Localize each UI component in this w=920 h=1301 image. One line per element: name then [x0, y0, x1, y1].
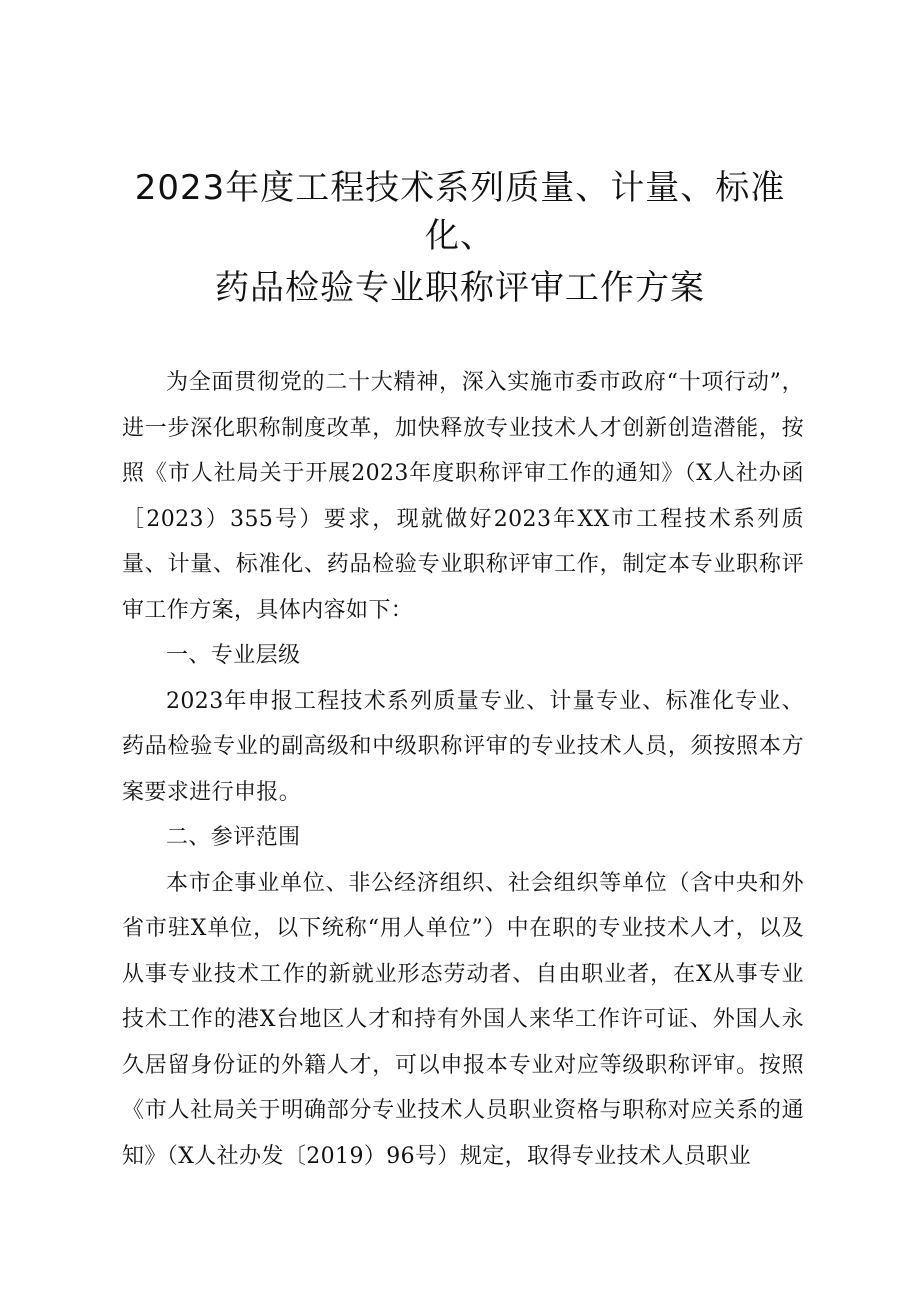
section-scope-paragraph: 本市企事业单位、非公经济组织、社会组织等单位（含中央和外省市驻X单位，以下统称“用人单位”）中在职的专业技术人才，以及从事专业技术工作的新就业形态劳动者、自由职业者，在X从事专业技术工作的港X台地区人才和持有外国人来华工作许可证、外国人永久居留身份证的外籍人才，可以申报本专业对应等级职称评审。按照《市人社局关于明确部分专业技术人员职业资格与职称对应关系的通知》（X人社办发〔2019）96号）规定，取得专业技术人员职业 [122, 870, 804, 1169]
title-line-1: 2023年度工程技术系列质量、计量、标准 [134, 168, 786, 208]
section-heading-scope: 二、参评范围 [166, 825, 301, 850]
section-level-paragraph: 2023年申报工程技术系列质量专业、计量专业、标准化专业、药品检验专业的副高级和中级职称评审的专业技术人员，须按照本方案要求进行申报。 [122, 688, 804, 805]
intro-paragraph: 为全面贯彻党的二十大精神，深入实施市委市政府“十项行动”，进一步深化职称制度改革，加快释放专业技术人才创新创造潜能，按照《市人社局关于开展2023年度职称评审工作的通知》（X人社办函［2023）355号）要求，现就做好2023年XX市工程技术系列质量、计量、标准化、药品检验专业职称评审工作，制定本专业职称评审工作方案，具体内容如下： [122, 370, 804, 623]
title-line-2: 化、 [425, 216, 495, 256]
title-line-3: 药品检验专业职称评审工作方案 [215, 268, 705, 308]
document-body [122, 360, 804, 1179]
section-heading-level: 一、专业层级 [166, 643, 301, 668]
